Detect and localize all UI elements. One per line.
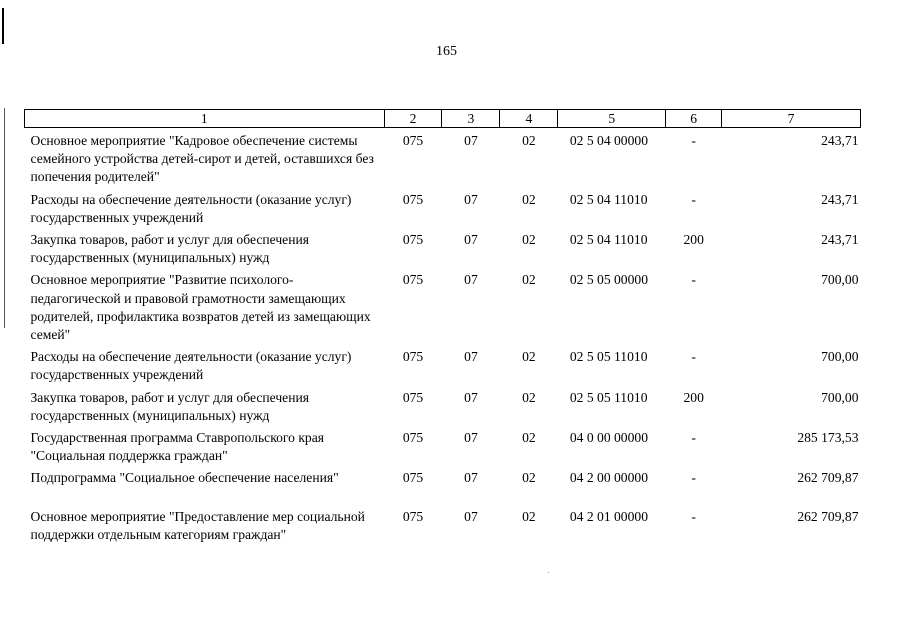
row-name: Основное мероприятие "Развитие психолого-педагогической и правовой грамотности замещающих родителей, профилактика возвратов детей из замещающих семей"	[30, 272, 371, 343]
row-amount: 285 173,53	[797, 430, 859, 446]
row-section: 07	[464, 349, 478, 365]
column-header-4: 4	[500, 110, 558, 128]
column-header-1: 1	[25, 110, 385, 128]
margin-line	[4, 108, 5, 328]
table-row	[25, 344, 861, 384]
row-ministry-code: 075	[402, 508, 424, 524]
row-target-article: 02 5 05 11010	[569, 389, 648, 405]
row-expense-type: -	[691, 430, 696, 446]
row-subsection: 02	[522, 430, 536, 446]
table-row	[25, 385, 861, 425]
row-expense-type: -	[691, 349, 696, 365]
row-amount: 243,71	[821, 232, 859, 248]
row-expense-type: -	[691, 470, 696, 486]
row-subsection: 02	[522, 508, 536, 524]
row-name: Подпрограмма "Социальное обеспечение населения"	[30, 470, 339, 486]
row-name: Закупка товаров, работ и услуг для обеспечения государственных (муниципальных) нужд	[30, 389, 309, 423]
row-target-article: 04 2 00 00000	[569, 470, 648, 486]
column-header-6: 6	[666, 110, 722, 128]
row-amount: 700,00	[821, 349, 859, 365]
row-subsection: 02	[522, 349, 536, 365]
row-amount: 700,00	[821, 272, 859, 288]
table-row	[25, 465, 861, 487]
row-subsection: 02	[522, 232, 536, 248]
row-amount: 262 709,87	[797, 470, 859, 486]
table-row	[25, 425, 861, 465]
row-target-article: 02 5 05 00000	[569, 272, 648, 288]
row-target-article: 04 0 00 00000	[569, 430, 648, 446]
row-amount: 243,71	[821, 191, 859, 207]
row-section: 07	[464, 232, 478, 248]
row-expense-type: -	[691, 508, 696, 524]
row-target-article: 02 5 04 11010	[569, 232, 648, 248]
row-ministry-code: 075	[402, 272, 424, 288]
row-name: Основное мероприятие "Кадровое обеспечение системы семейного устройства детей-сирот и детей, оставшихся без попечения родителей"	[30, 133, 374, 185]
row-amount: 243,71	[821, 133, 859, 148]
row-name: Государственная программа Ставропольского края "Социальная поддержка граждан"	[30, 430, 325, 464]
table-row	[25, 227, 861, 267]
page-number: 165	[436, 44, 457, 59]
row-ministry-code: 075	[402, 191, 424, 207]
column-header-5: 5	[558, 110, 666, 128]
row-ministry-code: 075	[402, 133, 424, 148]
margin-bar	[2, 8, 4, 44]
row-name: Расходы на обеспечение деятельности (оказание услуг) государственных учреждений	[30, 349, 352, 383]
row-section: 07	[464, 133, 478, 148]
row-expense-type: 200	[683, 232, 704, 248]
row-target-article: 02 5 04 00000	[569, 133, 648, 148]
scan-speck	[548, 572, 549, 573]
row-section: 07	[464, 191, 478, 207]
column-header-2: 2	[384, 110, 442, 128]
row-ministry-code: 075	[402, 470, 424, 486]
row-amount: 700,00	[821, 389, 859, 405]
row-ministry-code: 075	[402, 430, 424, 446]
row-section: 07	[464, 508, 478, 524]
table-row	[25, 488, 861, 544]
row-expense-type: -	[691, 133, 696, 148]
row-subsection: 02	[522, 133, 536, 148]
row-ministry-code: 075	[402, 389, 424, 405]
row-ministry-code: 075	[402, 349, 424, 365]
row-section: 07	[464, 389, 478, 405]
table-row	[25, 187, 861, 227]
row-section: 07	[464, 470, 478, 486]
row-target-article: 04 2 01 00000	[569, 508, 648, 524]
row-expense-type: 200	[683, 389, 704, 405]
row-target-article: 02 5 04 11010	[569, 191, 648, 207]
row-section: 07	[464, 272, 478, 288]
column-header-3: 3	[442, 110, 500, 128]
budget-table	[24, 109, 861, 544]
column-header-7: 7	[722, 110, 861, 128]
row-subsection: 02	[522, 470, 536, 486]
row-ministry-code: 075	[402, 232, 424, 248]
table-row	[25, 128, 861, 187]
row-expense-type: -	[691, 272, 696, 288]
row-name: Основное мероприятие "Предоставление мер социальной поддержки отдельным категориям граждан"	[30, 508, 365, 542]
row-name: Расходы на обеспечение деятельности (оказание услуг) государственных учреждений	[30, 191, 352, 225]
row-amount: 262 709,87	[797, 508, 859, 524]
row-name: Закупка товаров, работ и услуг для обеспечения государственных (муниципальных) нужд	[30, 232, 309, 266]
row-expense-type: -	[691, 191, 696, 207]
table-header-row	[25, 110, 861, 128]
row-target-article: 02 5 05 11010	[569, 349, 648, 365]
row-section: 07	[464, 430, 478, 446]
row-subsection: 02	[522, 191, 536, 207]
row-subsection: 02	[522, 272, 536, 288]
row-subsection: 02	[522, 389, 536, 405]
table-row	[25, 267, 861, 344]
